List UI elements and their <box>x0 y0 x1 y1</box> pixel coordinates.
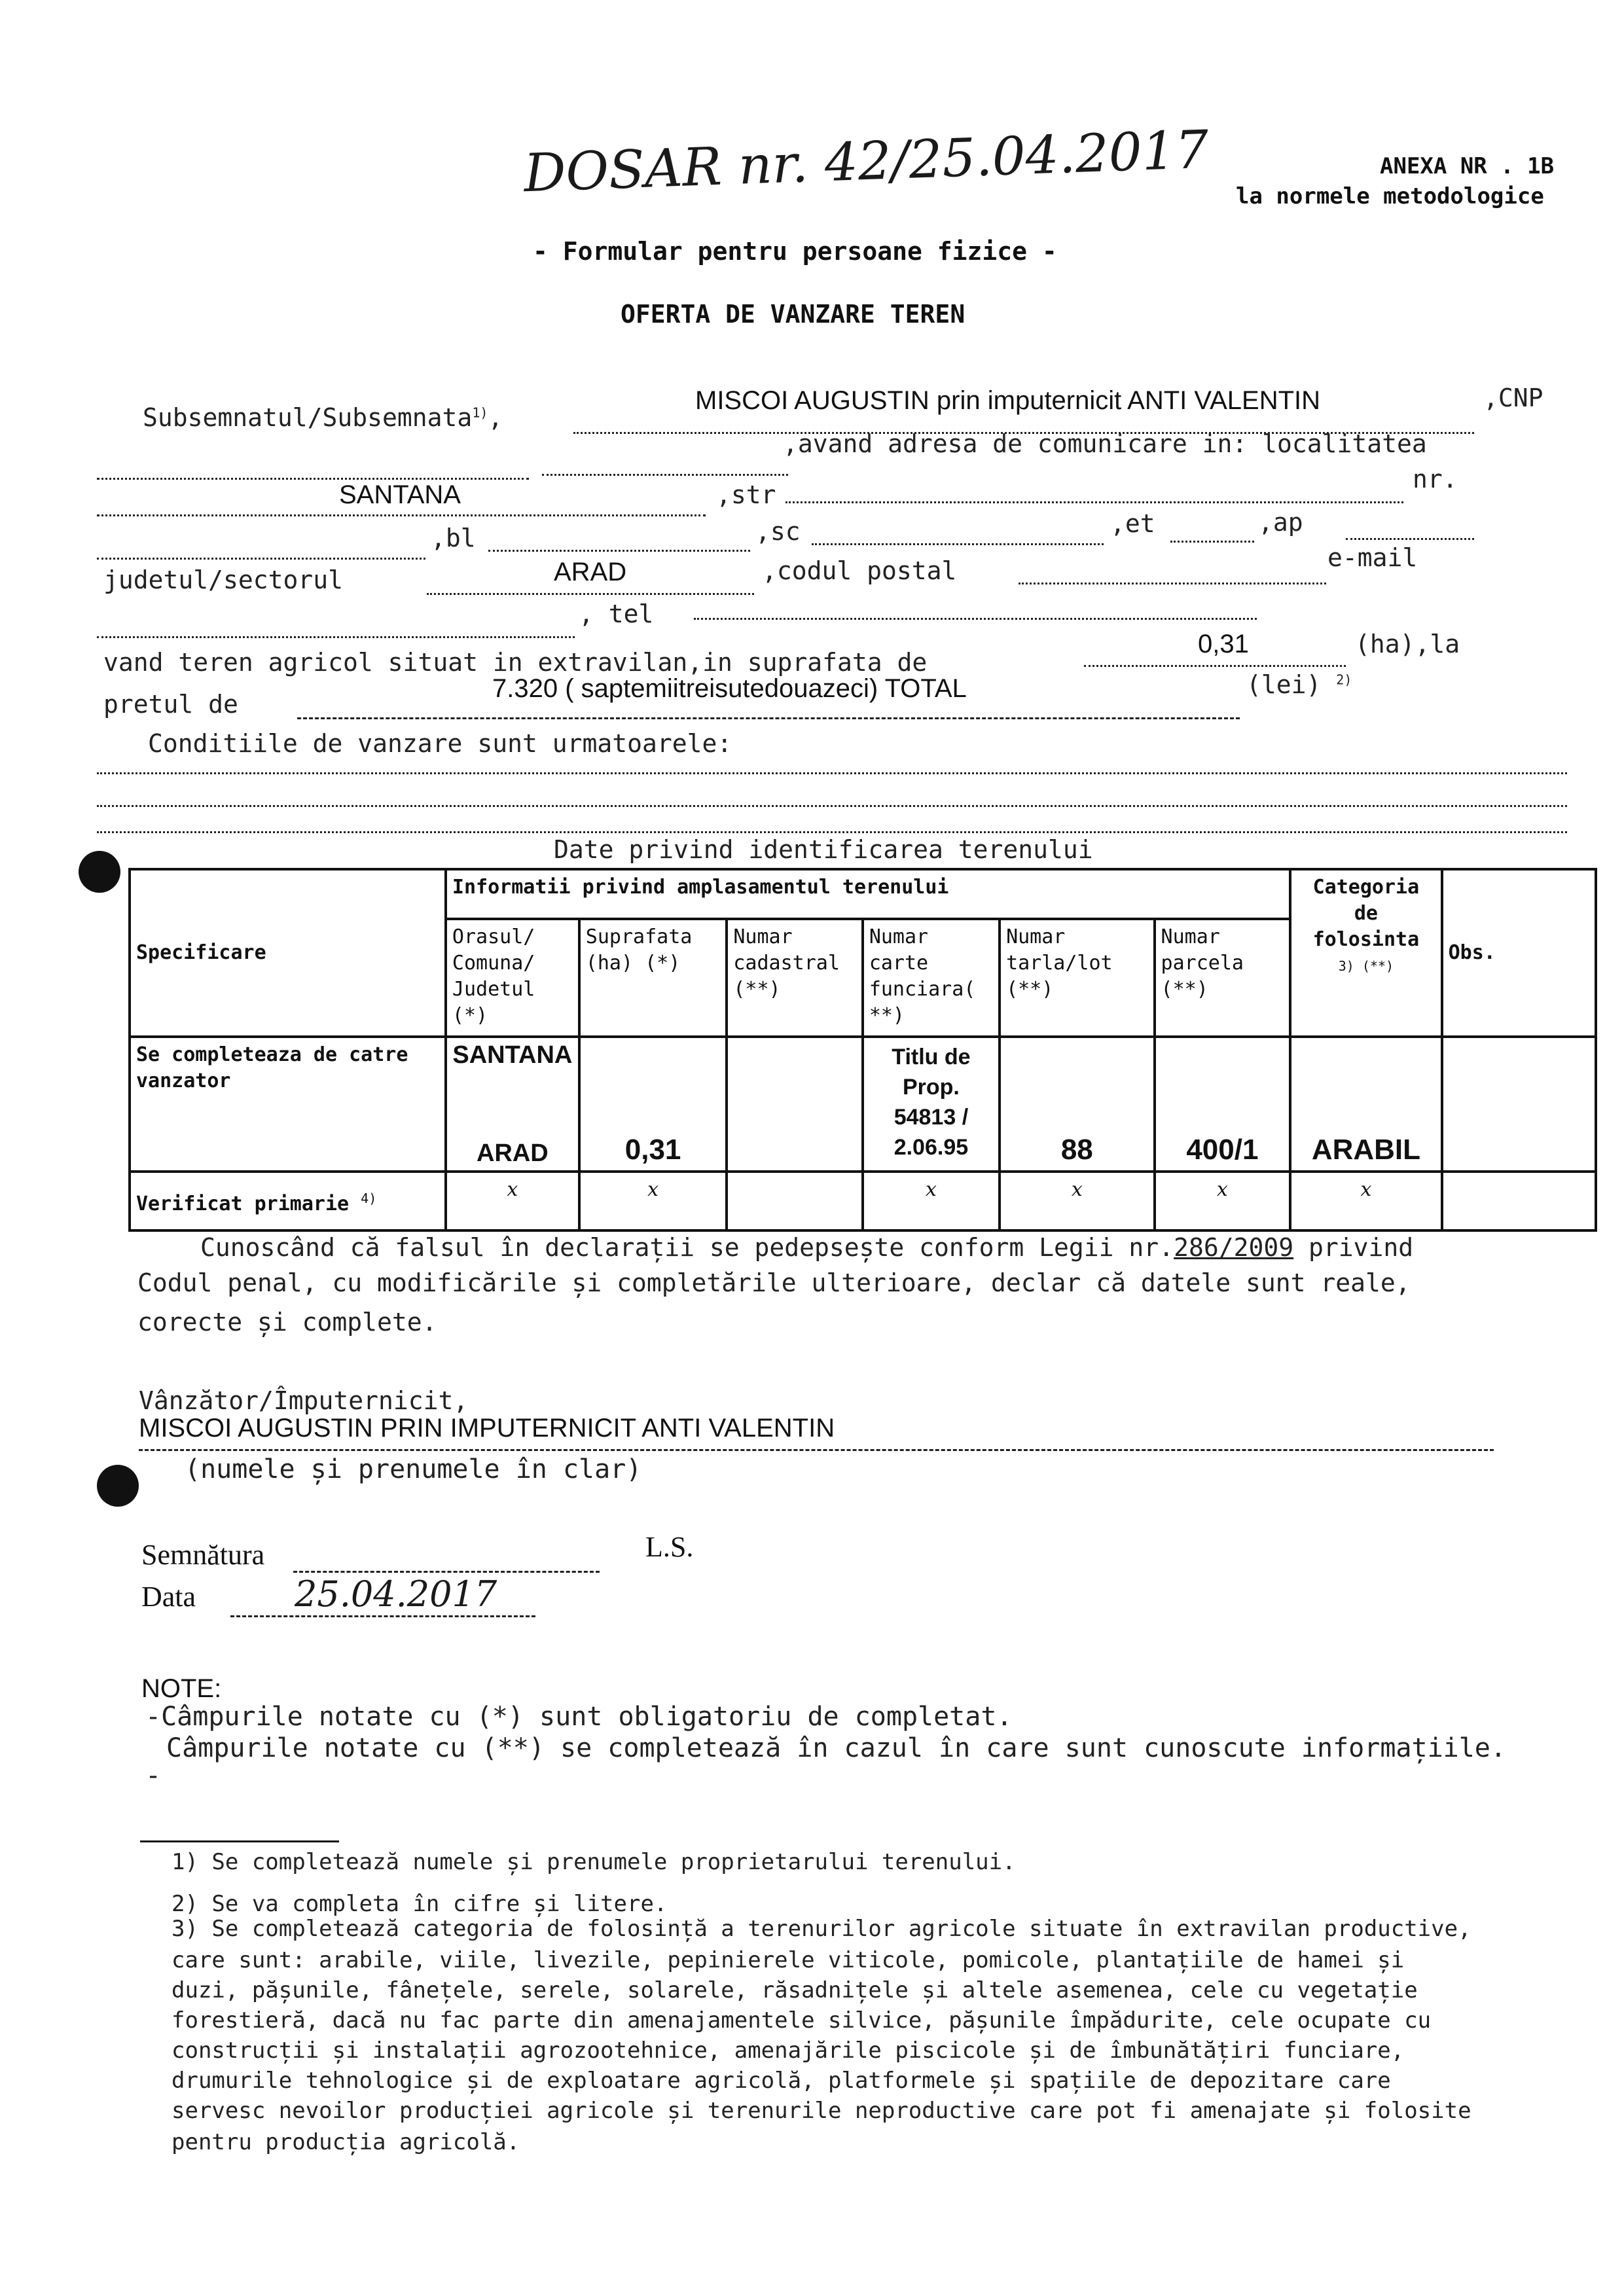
header-tarla: Numar tarla/lot (**) <box>1000 919 1154 1037</box>
seller-role-label: Vânzător/Împuternicit, <box>139 1386 469 1415</box>
judet-field[interactable]: ARAD <box>554 558 627 586</box>
header-suprafata: Suprafata (ha) (*) <box>579 919 727 1037</box>
annex-subtitle: la normele metodologice <box>1236 183 1544 209</box>
ha-label: (ha),la <box>1355 630 1460 658</box>
footnote-3-line-4: forestieră, dacă nu fac parte din amenajamentele silvice, pășunile împădurite, cele ocupate cu <box>171 2007 1432 2034</box>
ls-label: L.S. <box>645 1531 694 1563</box>
cnp-line <box>97 478 529 480</box>
seller-name-clear[interactable]: MISCOI AUGUSTIN PRIN IMPUTERNICIT ANTI VALENTIN <box>139 1414 835 1443</box>
str-line <box>785 501 1403 503</box>
et-label: ,et <box>1110 509 1155 538</box>
data-field[interactable]: 25.04.2017 <box>295 1573 497 1615</box>
cnp-label: ,CNP <box>1483 384 1543 412</box>
data-line <box>230 1615 535 1617</box>
footnote-3-line-1: 3) Se completează categoria de folosință a terenurilor agricole situate în extravilan productive, <box>171 1916 1471 1942</box>
email-line <box>97 636 575 638</box>
cell-parcela[interactable]: 400/1 <box>1155 1037 1291 1172</box>
seller-name-field[interactable]: MISCOI AUGUSTIN prin imputernicit ANTI VALENTIN <box>695 386 1321 415</box>
bl-label: ,bl <box>431 524 476 552</box>
notes-title: NOTE: <box>141 1674 222 1703</box>
notes-line-2: Câmpurile notate cu (**) se completează în cazul în care sunt cunoscute informațiile. <box>166 1733 1506 1763</box>
str-label: ,str <box>716 480 776 509</box>
notes-dash: - <box>145 1761 162 1791</box>
ap-label: ,ap <box>1258 508 1303 537</box>
pret-label: pretul de <box>103 690 238 719</box>
notes-line-1: -Câmpurile notate cu (*) sunt obligatoriu de completat. <box>145 1702 1013 1732</box>
email-label: e-mail <box>1327 543 1418 572</box>
teren-label: vand teren agricol situat in extravilan,in suprafata de <box>103 648 928 677</box>
check-mark-categoria: x <box>1290 1172 1441 1230</box>
legal-line-3: corecte și complete. <box>137 1308 437 1336</box>
header-parcela: Numar parcela (**) <box>1155 919 1291 1037</box>
teren-table <box>128 868 1597 1232</box>
seller-name-hint: (numele și prenumele în clar) <box>185 1454 642 1484</box>
judet-line <box>427 593 754 595</box>
header-carte: Numar carte funciara( **) <box>863 919 1000 1037</box>
footnote-1: 1) Se completează numele și prenumele proprietarului terenului. <box>171 1849 1016 1875</box>
cell-obs[interactable] <box>1442 1037 1596 1172</box>
header-obs: Obs. <box>1442 869 1596 1037</box>
header-oras: Orasul/ Comuna/ Judetul (*) <box>446 919 579 1037</box>
table-caption: Date privind identificarea terenului <box>554 835 1093 864</box>
cod-postal-line <box>1019 583 1326 584</box>
punch-hole-bottom <box>97 1465 139 1507</box>
suprafata-field[interactable]: 0,31 <box>1198 630 1249 658</box>
check-mark-cadastral <box>727 1172 862 1230</box>
legal-line-2: Codul penal, cu modificările și completările ulterioare, declar că datele sunt reale, <box>137 1268 1411 1297</box>
subsemnatul-label: Subsemnatul/Subsemnata$^{1)}$, <box>143 403 503 432</box>
nr-value-line <box>97 558 425 560</box>
cell-categoria[interactable]: ARABIL <box>1290 1037 1441 1172</box>
cell-suprafata[interactable]: 0,31 <box>579 1037 727 1172</box>
footnote-3-line-5: construcții și instalații agrozootehnice, amenajările piscicole și de îmbunătățiri funciare, <box>171 2037 1405 2064</box>
semnatura-line <box>293 1571 600 1573</box>
footnote-2: 2) Se va completa în cifre și litere. <box>171 1891 668 1917</box>
dosar-handwritten: DOSAR nr. 42/25.04.2017 <box>522 118 1210 204</box>
footnote-3-line-3: duzi, pășunile, fânețele, serele, solarele, răsadnițele și altele asemenea, cele cu vegetație <box>171 1977 1418 2003</box>
header-specificare: Specificare <box>130 869 446 1037</box>
header-amplasament: Informatii privind amplasamentul terenului <box>446 869 1290 919</box>
check-mark-suprafata: x <box>579 1172 727 1230</box>
tel-line <box>694 618 1257 620</box>
cell-oras[interactable]: SANTANA ARAD <box>446 1037 579 1172</box>
pret-line <box>297 717 1240 719</box>
conditii-label: Conditiile de vanzare sunt urmatoarele: <box>148 729 732 758</box>
sc-label: ,sc <box>755 517 801 546</box>
tel-label: , tel <box>579 600 654 628</box>
check-mark-carte: x <box>863 1172 1000 1230</box>
ap-line <box>1346 538 1474 540</box>
check-mark-oras: x <box>446 1172 579 1230</box>
footnote-3-line-6: drumurile tehnologice și de exploatare agricolă, platformele și spațiile de depozitare care <box>171 2068 1391 2094</box>
localitate-line <box>97 514 706 516</box>
lei-label: (lei) $^{2)}$ <box>1246 670 1352 699</box>
check-mark-parcela: x <box>1155 1172 1291 1230</box>
footnote-3-line-8: pentru producția agricolă. <box>171 2129 520 2155</box>
nr-label: nr. <box>1413 465 1458 493</box>
annex-number: ANEXA NR . 1B <box>1380 153 1555 179</box>
bl-line <box>488 550 750 552</box>
localitate-field[interactable]: SANTANA <box>339 480 461 509</box>
cnp-line-2 <box>542 474 788 476</box>
seller-name-line <box>139 1449 1494 1451</box>
conditii-line-3 <box>97 831 1567 833</box>
et-line <box>1170 541 1254 543</box>
address-label: ,avand adresa de comunicare in: localitatea <box>783 429 1427 458</box>
data-label: Data <box>141 1581 196 1613</box>
conditii-line-1 <box>97 772 1567 774</box>
cell-carte[interactable]: Titlu de Prop. 54813 / 2.06.95 <box>863 1037 1000 1172</box>
footnote-separator <box>140 1840 339 1842</box>
semnatura-label: Semnătura <box>141 1539 265 1571</box>
form-title: OFERTA DE VANZARE TEREN <box>621 300 965 329</box>
sc-line <box>812 543 1104 545</box>
header-cadastral: Numar cadastral (**) <box>727 919 862 1037</box>
footnote-3-line-2: care sunt: arabile, viile, livezile, pepinierele viticole, pomicole, plantațiile de hamei și <box>171 1947 1405 1973</box>
row-vanzator-label: Se completeaza de catre vanzator <box>130 1037 446 1172</box>
punch-hole-top <box>79 851 120 893</box>
cell-cadastral[interactable] <box>727 1037 862 1172</box>
conditii-line-2 <box>97 805 1567 807</box>
footnote-3-line-7: servesc nevoilor producției agricole și terenurile neproductive care pot fi amenajate și folosite <box>171 2098 1471 2124</box>
suprafata-line <box>1084 665 1346 667</box>
pret-field[interactable]: 7.320 ( saptemiitreisutedouazeci) TOTAL <box>492 674 967 703</box>
legal-line-1: Cunoscând că falsul în declarații se pedepsește conform Legii nr.286/2009 privind <box>200 1233 1414 1262</box>
check-mark-tarla: x <box>1000 1172 1154 1230</box>
form-subtitle: - Formular pentru persoane fizice - <box>533 237 1057 266</box>
cod-postal-label: ,codul postal <box>762 556 957 585</box>
judet-label: judetul/sectorul <box>103 565 344 594</box>
header-categoria: Categoria de folosinta 3) (**) <box>1290 869 1441 1037</box>
cell-tarla[interactable]: 88 <box>1000 1037 1154 1172</box>
cell-obs-primarie <box>1442 1172 1596 1230</box>
row-primarie-label: Verificat primarie $^{4)}$ <box>130 1172 446 1230</box>
